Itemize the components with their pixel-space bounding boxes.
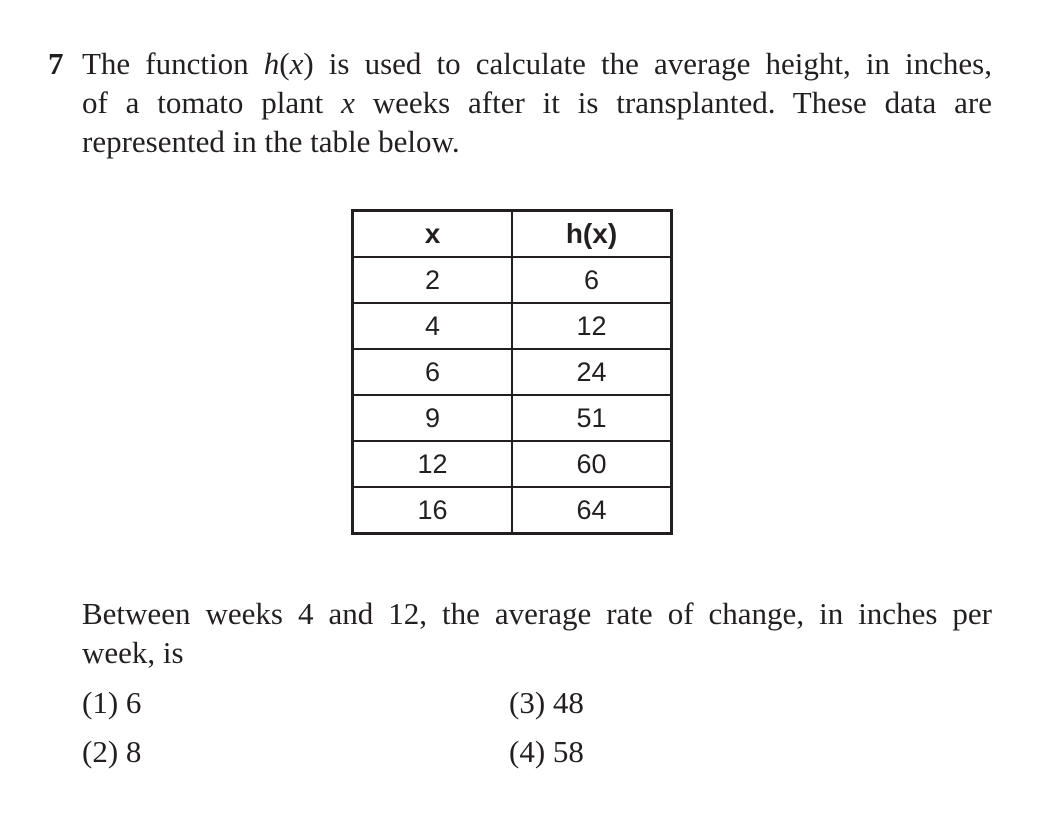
prompt-line-1: Between weeks 4 and 12, the average rate of change, in inches per bbox=[82, 596, 992, 631]
choice-label: (4) bbox=[509, 734, 546, 769]
stem-text: weeks after it is transplanted. These data are bbox=[354, 85, 992, 120]
choice-label: (3) bbox=[509, 685, 546, 720]
stem-line-2 bbox=[82, 83, 992, 122]
function-name: h bbox=[263, 46, 280, 81]
question-number: 7 bbox=[48, 46, 64, 81]
cell-hx: 64 bbox=[512, 487, 672, 534]
paren-close: ) bbox=[303, 46, 314, 81]
paren-open: ( bbox=[279, 46, 290, 81]
cell-x: 16 bbox=[353, 487, 513, 534]
choice-label: (1) bbox=[82, 685, 119, 720]
table-row bbox=[353, 487, 672, 534]
answer-choice-4[interactable] bbox=[509, 732, 584, 771]
answer-choice-2[interactable] bbox=[82, 732, 141, 771]
cell-x: 12 bbox=[353, 441, 513, 487]
choice-label: (2) bbox=[82, 734, 119, 769]
table-row bbox=[353, 395, 672, 441]
cell-x: 9 bbox=[353, 395, 513, 441]
variable-x: x bbox=[341, 85, 355, 120]
table-row bbox=[353, 303, 672, 349]
cell-hx: 51 bbox=[512, 395, 672, 441]
cell-hx: 24 bbox=[512, 349, 672, 395]
cell-x: 4 bbox=[353, 303, 513, 349]
question-stem bbox=[82, 44, 992, 161]
prompt-line-2: week, is bbox=[82, 635, 184, 670]
stem-line-1 bbox=[82, 44, 992, 83]
table-row bbox=[353, 257, 672, 303]
choice-value: 8 bbox=[125, 734, 142, 769]
table-row bbox=[353, 349, 672, 395]
stem-text: is used to calculate the average height, in inches, bbox=[313, 46, 992, 81]
header-x: x bbox=[353, 211, 513, 258]
question-prompt bbox=[82, 594, 992, 672]
choice-value: 58 bbox=[552, 734, 584, 769]
function-table bbox=[351, 209, 673, 535]
cell-x: 2 bbox=[353, 257, 513, 303]
stem-text: of a tomato plant bbox=[82, 85, 342, 120]
table-header-row bbox=[353, 211, 672, 258]
cell-hx: 12 bbox=[512, 303, 672, 349]
cell-hx: 6 bbox=[512, 257, 672, 303]
stem-text: The function bbox=[82, 46, 264, 81]
choice-value: 6 bbox=[125, 685, 142, 720]
header-hx: h(x) bbox=[512, 211, 672, 258]
cell-hx: 60 bbox=[512, 441, 672, 487]
answer-choice-1[interactable] bbox=[82, 683, 141, 722]
variable-x: x bbox=[289, 46, 304, 81]
table-row bbox=[353, 441, 672, 487]
answer-choice-3[interactable] bbox=[509, 683, 584, 722]
choice-value: 48 bbox=[552, 685, 584, 720]
stem-line-3: represented in the table below. bbox=[82, 124, 460, 159]
cell-x: 6 bbox=[353, 349, 513, 395]
